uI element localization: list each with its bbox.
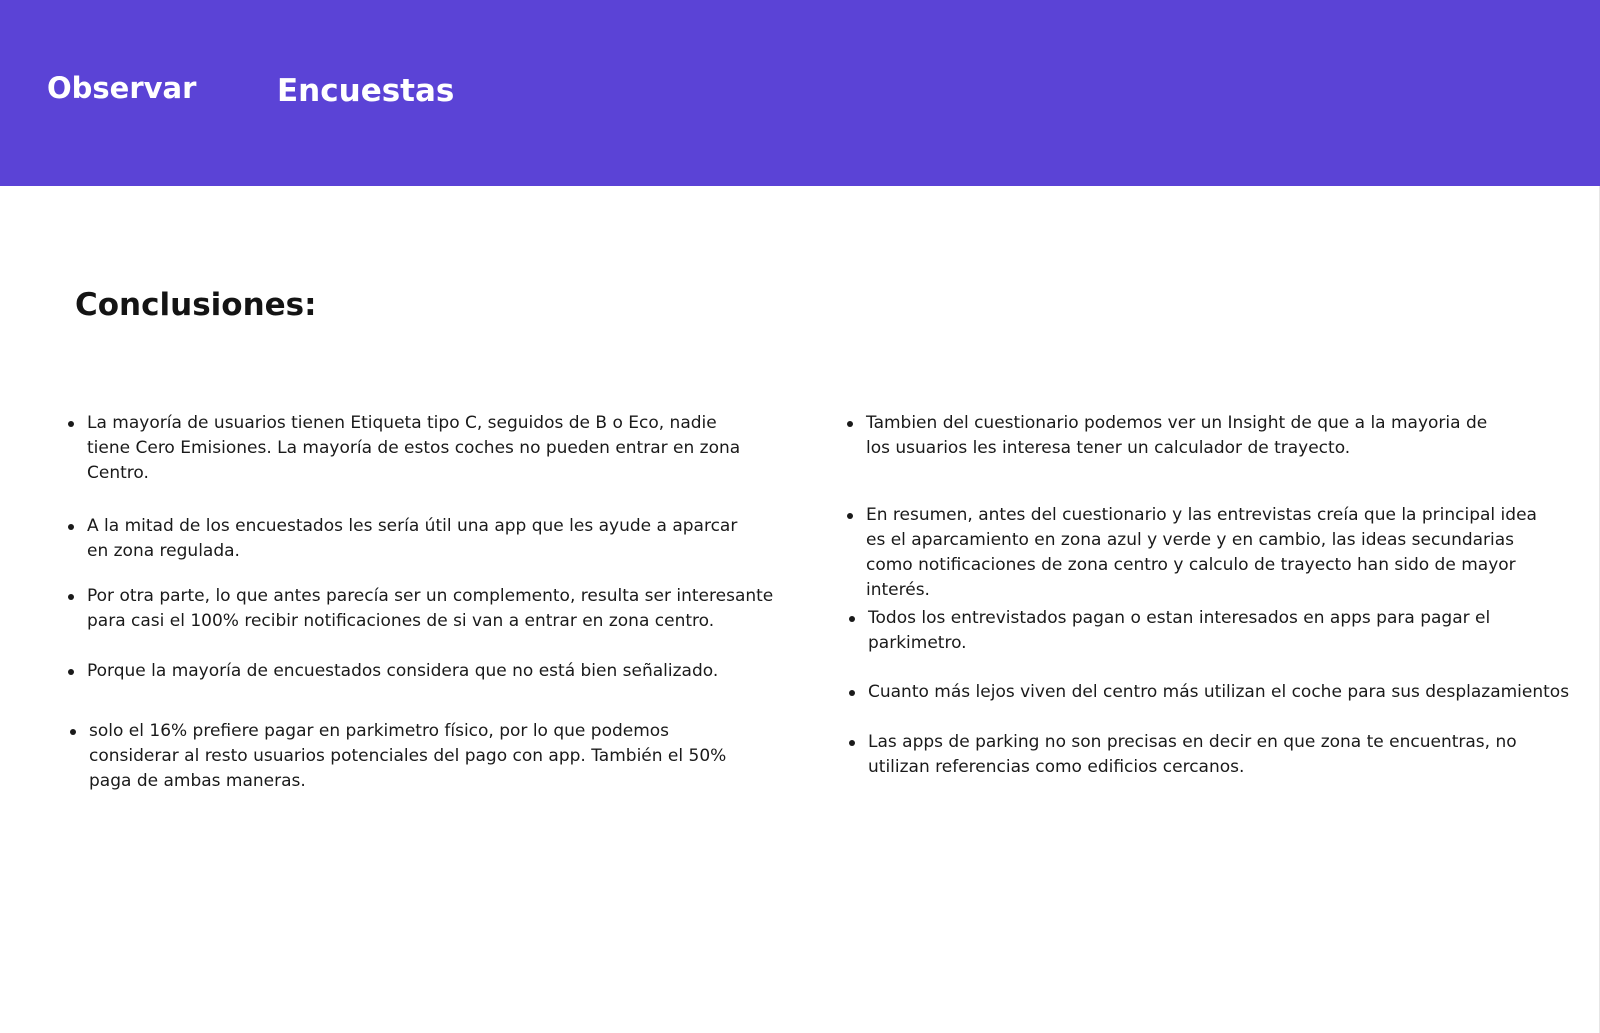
section-title: Observar: [47, 71, 197, 105]
item-line: como notificaciones de zona centro y calculo de trayecto han sido de mayor: [866, 555, 1516, 575]
item-line: es el aparcamiento en zona azul y verde y en cambio, las ideas secundarias: [866, 530, 1515, 550]
item-line: Centro.: [87, 463, 149, 483]
conclusion-item-right-1: [847, 411, 1487, 461]
item-line: Todos los entrevistados pagan o estan interesados en apps para pagar el: [868, 608, 1491, 628]
item-line: Por otra parte, lo que antes parecía ser un complemento, resulta ser interesante: [87, 586, 774, 606]
item-line: considerar al resto usuarios potenciales del pago con app. También el 50%: [89, 746, 727, 766]
conclusion-item-left-5: [70, 719, 726, 794]
header-bar: [0, 0, 1600, 186]
conclusion-item-right-2: [847, 503, 1537, 603]
item-line: tiene Cero Emisiones. La mayoría de estos coches no pueden entrar en zona: [87, 438, 741, 458]
item-line: los usuarios les interesa tener un calculador de trayecto.: [866, 438, 1351, 458]
item-line: A la mitad de los encuestados les sería útil una app que les ayude a aparcar: [87, 516, 738, 536]
item-line: interés.: [866, 580, 930, 600]
conclusions-heading: Conclusiones:: [75, 287, 317, 323]
item-line: Cuanto más lejos viven del centro más utilizan el coche para sus desplazamientos: [868, 682, 1570, 702]
conclusion-item-left-2: [68, 514, 737, 564]
item-line: La mayoría de usuarios tienen Etiqueta tipo C, seguidos de B o Eco, nadie: [87, 413, 717, 433]
item-line: paga de ambas maneras.: [89, 771, 306, 791]
subsection-title: Encuestas: [277, 73, 455, 109]
conclusion-item-left-4: [68, 659, 718, 684]
conclusion-item-right-3: [849, 606, 1490, 656]
item-line: En resumen, antes del cuestionario y las entrevistas creía que la principal idea: [866, 505, 1537, 525]
item-line: utilizan referencias como edificios cercanos.: [868, 757, 1245, 777]
conclusion-item-left-1: [68, 411, 740, 486]
conclusion-item-right-5: [849, 730, 1517, 780]
item-line: Las apps de parking no son precisas en decir en que zona te encuentras, no: [868, 732, 1517, 752]
item-line: para casi el 100% recibir notificaciones de si van a entrar en zona centro.: [87, 611, 715, 631]
item-line: Porque la mayoría de encuestados considera que no está bien señalizado.: [87, 661, 719, 681]
item-line: solo el 16% prefiere pagar en parkimetro físico, por lo que podemos: [89, 721, 670, 741]
conclusion-item-left-3: [68, 584, 773, 634]
conclusion-item-right-4: [849, 680, 1569, 705]
item-line: parkimetro.: [868, 633, 967, 653]
item-line: en zona regulada.: [87, 541, 240, 561]
item-line: Tambien del cuestionario podemos ver un Insight de que a la mayoria de: [866, 413, 1488, 433]
